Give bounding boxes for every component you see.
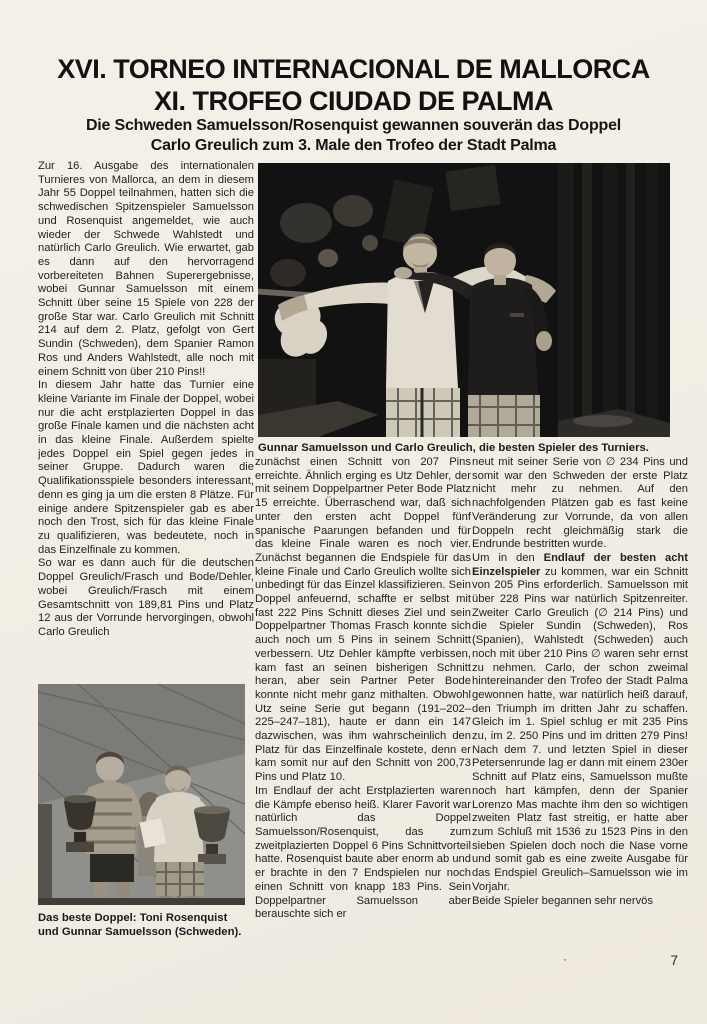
footnote-dot: · [563, 952, 567, 966]
emphasized-text: Endlauf der besten acht Einzelspieler [472, 551, 688, 578]
page-title-line2: XI. TROFEO CIUDAD DE PALMA [153, 86, 553, 116]
main-photo-illustration [258, 163, 670, 437]
paragraph-text: zu kommen, war ein Schnitt von 205 Pins erforderlich. Samuelsson mit über 228 Pins war natürlich Spitzenreiter. Zweiter Carlo Greulich (∅ 214 Pins) und die Spieler Sundin (Schweden), Ros (Spanien), Wahlstedt (Schweden) auch noch mit über 210 Pins ∅ waren sehr ernst zu nehmen. Carlo, der schon zweimal hintereinander den Trofeo der Stadt Palma gewonnen hatte, war natürlich heiß darauf, den Triumph im dritten Jahr zu schaffen. Gleich im 1. Spiel schlug er mit 235 Pins zu, im 2. 250 Pins und im dritten 279 Pins! Nach dem 7. und letzten Spiel in dieser Petersenrunde lag er dann mit einem 230er Schnitt auf Platz eins, Samuelsson mußte noch hart kämpfen, denn der Spanier Lorenzo Mas machte ihm den so wichtigen zweiten Platz fast streitig, er hatte aber zum Schluß mit 1536 zu 1523 Pins in den sieben Spielen doch noch die Nase vorne und somit gab es eine zweite Ausgabe für das Endspiel Greulich–Samuelsson wie im Vorjahr. [472, 565, 688, 893]
article-column-middle [255, 456, 471, 982]
paragraph-text: Um in den [472, 551, 544, 564]
main-photo-caption: Gunnar Samuelsson und Carlo Greulich, die besten Spieler des Turniers. [258, 442, 649, 454]
article-paragraph: So war es dann auch für die deutschen Doppel Greulich/Frasch und Bode/Dehler, wobei Greulich/Frasch mit einem Gesamtschnitt von 189,81 Pins und Platz 12 aus der Vorrunde hervorgingen, obwohl Carlo Greulich [38, 557, 254, 638]
article-paragraph: Zur 16. Ausgabe des internationalen Turnieres von Mallorca, an dem in diesem Jahr 55 Doppel teilnahmen, hatten sich die schwedischen Spitzenspieler Samuelsson und Rosenquist angemeldet, wie auch wieder der Schwede Wahlstedt und natürlich Carlo Greulich. Wie erwartet, gab es dann auf den hervorragend vorbereiteten Bahnen Superergebnisse, wobei Gunnar Samuelsson mit einem Schnitt über seine 15 Spiele von 228 der große Star war. Carlo Greulich mit Schnitt 214 auf dem 2. Platz, gefolgt von Gert Sundin (Schweden), dem Spanier Ramon Ros und Anders Wahlstedt, alle noch mit einem Schnitt von über 210 Pins!! [38, 160, 254, 378]
article-column-right [472, 456, 688, 982]
doubles-winners-photo [38, 684, 245, 905]
page-number: 7 [670, 953, 678, 968]
article-paragraph: Im Endlauf der acht Erstplazierten waren die Kämpfe ebenso heiß. Klarer Favorit war natürlich das Doppel Samuelsson/Rosenquist, das zum zweitplazierten Doppel 6 Pins Schnittvorteil hatte. Rosenquist baute aber enorm ab und er brachte in den 7 Endspielen nur noch einen Schnitt von knapp 183 Pins. Sein Doppelpartner Samuelsson aber berauschte sich er [255, 784, 471, 921]
article-column-left [38, 160, 254, 676]
article-paragraph: Beide Spieler begannen sehr nervös [472, 894, 653, 907]
article-paragraph: zunächst einen Schnitt von 207 Pins erreichte. Ähnlich erging es Utz Dehler, der mit seinem Doppelpartner Peter Bode Platz 15 erreichte. Überraschend war, daß sich unter den ersten acht Doppel fünf spanische Paarungen befanden und für das kleine Finale waren es noch vier. Zunächst begannen die Endspiele für das kleine Finale und Carlo Greulich wollte sich unbedingt für das Einzel klassifizieren. Sein Doppel anfeuernd, schaffte er selbst mit fast 222 Pins Schnitt dieses Ziel und sein Doppelpartner Thomas Frasch konnte sich auch noch um 5 Pins in seinem Schnitt verbessern. Utz Dehler kämpfte verbissen, kam fast an seinen bisherigen Schnitt heran, aber sein Partner Peter Bode konnte nicht mehr ganz mithalten. Obwohl Utz seine Serie gut begann (191–202–225–247–181), haute er dann ein 147 dazwischen, was ihm wahrscheinlich den Platz für das Einzelfinale kostete, denn er kam somit nur auf den Schnitt von 200,73 Pins und Platz 10. [255, 456, 471, 784]
article-paragraph: neut mit seiner Serie von ∅ 234 Pins und somit war den Schweden der erste Platz nicht mehr zu nehmen. Auf den nachfolgenden Plätzen gab es fast keine Veränderung zur Vorrunde, da von allen Doppeln recht gleichmäßig stark die Endrunde bestritten wurde. [472, 456, 688, 551]
article-paragraph: In diesem Jahr hatte das Turnier eine kleine Variante im Finale der Doppel, wobei nur die acht erstplazierten Doppel in das große Finale kamen und die nächsten acht in das kleine Finale. Außerdem spielte jedes Doppel ein Spiel gegen jedes in seiner Gruppe. Dadurch waren die Qualifikationsspiele besonders interessant, denn es ging ja um die ersten 8 Plätze. Für einige andere Spitzenspieler gab es aber noch den Trost, sich für das kleine Finale zu qualifizieren, was bedeutete, noch in das Einzelfinale zu kommen. [38, 379, 254, 556]
small-photo-caption: Das beste Doppel: Toni Rosenquist und Gunnar Samuelsson (Schweden). [38, 912, 242, 938]
page-subtitle-line1: Die Schweden Samuelsson/Rosenquist gewannen souverän das Doppel [85, 117, 622, 134]
article-paragraph [472, 552, 688, 895]
doubles-winners-illustration [38, 684, 245, 905]
page-title-line1: XVI. TORNEO INTERNACIONAL DE MALLORCA [57, 54, 650, 84]
page-subtitle-line2: Carlo Greulich zum 3. Male den Trofeo der Stadt Palma [150, 137, 557, 154]
main-photo [258, 163, 670, 437]
